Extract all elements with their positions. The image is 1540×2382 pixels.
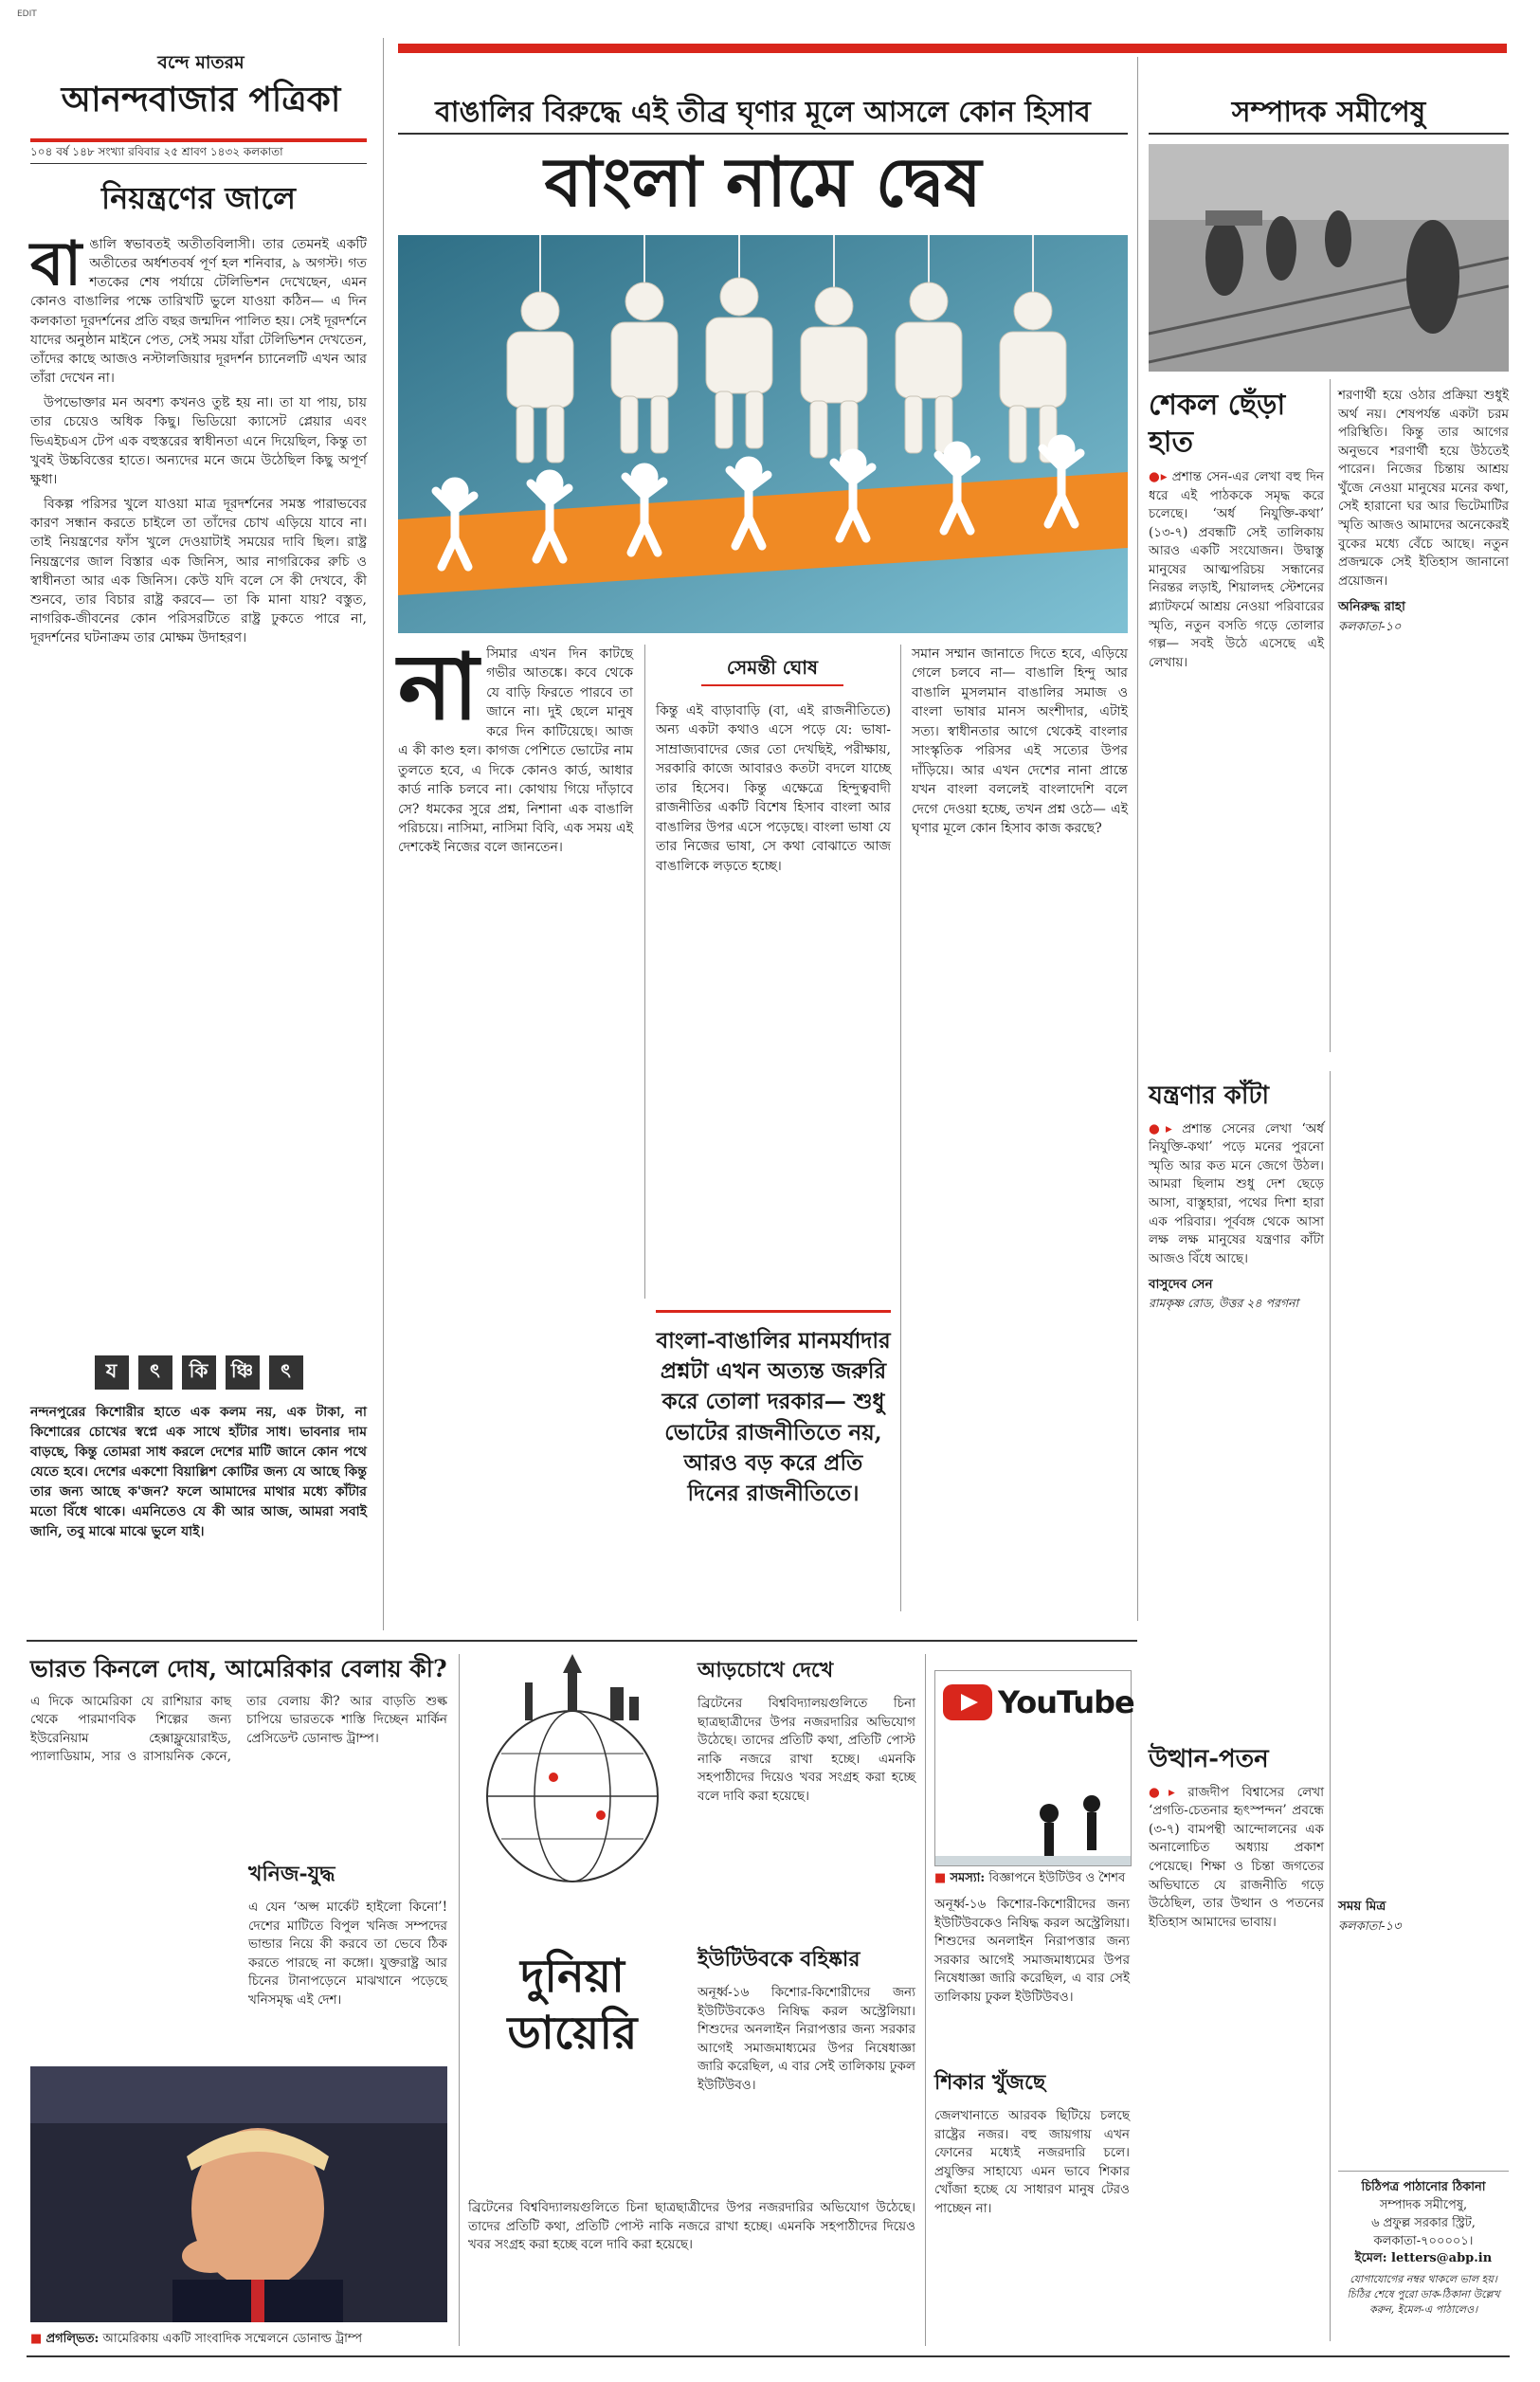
pullquote-rule	[656, 1310, 891, 1313]
jotkinchit-letter: ঞ্চি	[226, 1355, 260, 1390]
duniya-story-1-text: এ দিকে আমেরিকা যে রাশিয়ার কাছ থেকে পারমাণবিক শিল্পের জন্য ইউরেনিয়াম হেক্সাফ্লুয়োরাইড, প্যালাডিয়াম, সার ও রাসায়নিক কেনে, তার বেলায় কী? আর বাড়তি শুল্ক চাপিয়ে ভারতকে শাস্তি দিচ্ছেন মার্কিন প্রেসিডেন্ট ডোনাল্ড ট্রাম্প।	[30, 1693, 447, 1765]
page-bottom-rule	[27, 2355, 1510, 2357]
letter-1-text: প্রশান্ত সেন-এর লেখা বহু দিন ধরে এই পাঠককে সমৃদ্ধ করে চলেছে। ‘অর্ধ নিযুক্তি-কথা’ (১৩-৭) প্রবন্ধটি সেই তালিকায় আরও একটি সংযোজন। উদ্বাস্তু মানুষের আত্মপরিচয় সন্ধানের নিরন্তর লড়াই, শিয়ালদহ স্টেশনের প্ল্যাটফর্মে আশ্রয় নেওয়া পরিবারের স্মৃতি, নতুন বসতি গড়ে তোলার গল্প— সবই উঠে এসেছে এই লেখায়।	[1149, 469, 1324, 670]
paper-people-illustration	[398, 235, 1128, 633]
letter-2-signature: বাসুদেব সেন	[1149, 1277, 1213, 1293]
duniya-story-1-title: ভারত কিনলে দোষ, আমেরিকার বেলায় কী?	[30, 1655, 447, 1682]
letter-1	[1149, 387, 1324, 678]
youtube-caption-text: বিজ্ঞাপনে ইউটিউব ও শৈশব	[988, 1871, 1126, 1885]
refugee-photo	[1149, 144, 1509, 372]
masthead-motto: বন্দে মাতরম	[157, 52, 245, 73]
letter-2-text: প্রশান্ত সেনের লেখা ‘অর্ধ নিযুক্তি-কথা’ পড়ে মনের পুরনো স্মৃতি আর কত মনে জেগে উঠল। আমরা ছিলাম শুধু দেশ ছেড়ে আসা, বাস্তুহারা, পথের দিশা হারা এক পরিবার। পূর্ববঙ্গ থেকে আসা লক্ষ লক্ষ মানুষের যন্ত্রণার কাঁটা আজও বিঁধে আছে।	[1149, 1120, 1325, 1266]
youtube-logo-text: YouTube	[998, 1684, 1134, 1720]
jotkinchit-letter: য	[95, 1355, 129, 1390]
address-heading: চিঠিপত্র পাঠানোর ঠিকানা	[1361, 2180, 1486, 2194]
main-col-2	[656, 701, 891, 882]
letter-3	[1149, 1744, 1324, 1937]
duniya-story-4-text-cont: অনূর্ধ্ব-১৬ কিশোর-কিশোরীদের জন্য ইউটিউবকেও নিষিদ্ধ করল অস্ট্রেলিয়া। শিশুদের অনলাইন নিরাপত্তার জন্য সরকার আগেই সমাজমাধ্যমের উপর নিষেধাজ্ঞা জারি করেছিল, এ বার সেই তালিকায় ঢুকল ইউটিউবও।	[934, 1897, 1130, 2005]
editorial-dropcap: বা	[30, 228, 82, 300]
letters-title-rule	[1149, 133, 1509, 135]
main-kicker: বাঙালির বিরুদ্ধে এই তীব্র ঘৃণার মূলে আসলে কোন হিসাব	[435, 96, 1091, 129]
letter-1-signature: অনিরুদ্ধ রাহা	[1338, 599, 1405, 615]
page-tag: EDIT	[17, 9, 37, 19]
editorial-para-1: ঙালি স্বভাবতই অতীতবিলাসী। তার তেমনই একটি অতীতের অর্ধশতবর্ষ পূর্ণ হল শনিবার, ৯ অগস্ট। গত শতকের শেষ পর্যায়ে টেলিভিশন দেখেছেন, এমন কোনও বাঙালির পক্ষে তারিখটি ভুলে যাওয়া কঠিন— এ দিন কলকাতা দূরদর্শনের প্রতি বছর জন্মদিন পালিত হয়। সেই দূরদর্শনে যাদের অনুষ্ঠান মাইনে পেত, সেই সময় যাঁরা টেলিভিশন দেখতেন, তাঁদের কাছে আজও নস্টালজিয়ার দূরদর্শন চ্যানেলটি এখন আর তাঁরা দেখেন না।	[30, 237, 368, 387]
letters-title: সম্পাদক সমীপেষু	[1231, 96, 1426, 129]
jotkinchit-title	[30, 1355, 367, 1390]
letter-2-place: রামকৃষ্ণ রোড, উত্তর ২৪ পরগনা	[1149, 1296, 1299, 1311]
editorial-para-2: উপভোক্তার মন অবশ্য কখনও তুষ্ট হয় না। তা যা পায়, চায় তার চেয়েও অধিক কিছু। ভিডিয়ো ক্যাসেট প্লেয়ার এবং ভিএইচএস টেপ এক বহুস্তরের স্বাধীনতা এনে দিয়েছিল, কিন্তু তা খুবই উচ্চবিত্তের হাতে। অন্যদের মনে জমে উঠেছিল কিছু অপূর্ণ ক্ষুধা।	[30, 395, 367, 487]
jotkinchit-letter: কি	[182, 1355, 216, 1390]
letter-3-place: কলকাতা-১৩	[1338, 1919, 1402, 1934]
address-email[interactable]: ইমেল: letters@abp.in	[1354, 2251, 1493, 2266]
letters-address	[1338, 2171, 1509, 2318]
duniya-story-4	[698, 1943, 915, 2100]
pullquote-text: বাংলা-বাঙালির মানমর্যাদার প্রশ্নটা এখন অত্যন্ত জরুরি করে তোলা দরকার— শুধু ভোটের রাজনীতিতে নয়, আরও বড় করে প্রতি দিনের রাজনীতিতে।	[656, 1328, 891, 1506]
trump-caption-text: আমেরিকায় একটি সাংবাদিক সম্মেলনে ডোনাল্ড ট্রাম্প	[102, 2332, 363, 2346]
duniya-story-5-text: জেলখানাতে আরবক ছিটিয়ে চলছে রাষ্ট্রের নজর। বহু জায়গায় এখন ফোনের মধ্যেই নজরদারি চলে। প্রযুক্তির সাহায্যে এমন ভাবে শিকার খোঁজা হচ্ছে যে সাধারণ মানুষ টেরও পাচ্ছেন না।	[934, 2108, 1130, 2216]
section-rule	[27, 1640, 1137, 1642]
column-rule	[925, 1654, 926, 2346]
duniya-story-3	[698, 1654, 915, 1811]
main-col-3	[912, 645, 1128, 844]
main-col-1-text: সিমার এখন দিন কাটছে গভীর আতঙ্কে। কবে থেকে যে বাড়ি ফিরতে পারবে তা জানে না। দুই ছেলে মানুষ করে দিন কাটিয়েছে। আজ এ কী কাণ্ড হল। কাগজ পেশিতে ভোটের নাম তুলতে হবে, এ দিকে কোনও কার্ড, আধার কার্ড নাকি চলবে না। কোথায় গিয়ে দাঁড়াবে সে? ধমকের সুরে প্রশ্ন, নিশানা এক বাঙালি পরিচয়ে। নাসিমা, নাসিমা বিবি, এক সময় এই দেশকেই নিজের বলে জানতেন।	[398, 646, 633, 856]
column-rule	[459, 1654, 460, 2346]
address-line-2: ৬ প্রফুল্ল সরকার স্ট্রিট,	[1371, 2215, 1476, 2230]
duniya-banner-top: দুনিয়া	[520, 1950, 625, 2003]
pointer-icon: ●▸	[1149, 1120, 1183, 1136]
main-col-1	[398, 633, 633, 864]
duniya-story-5-title: শিকার খুঁজছে	[934, 2070, 1046, 2095]
jotkinchit-letter: ৎ	[269, 1355, 303, 1390]
duniya-banner-bottom: ডায়েরি	[507, 2007, 638, 2060]
masthead	[30, 49, 371, 120]
letter-3-text: রাজদীপ বিশ্বাসের লেখা ‘প্রগতি-চেতনার হৃৎস্পন্দন’ প্রবন্ধে (৩-৭) বামপন্থী আন্দোলনের এক অনালোচিত অধ্যায় প্রকাশ পেয়েছে। শিক্ষা ও চিন্তা জগতের অভিঘাতে যে রাজনীতি গড়ে উঠেছিল, তার উত্থান ও পতনের ইতিহাস আমাদের ভাবায়।	[1149, 1784, 1324, 1930]
caption-marker-icon: ■	[30, 2332, 43, 2346]
youtube-image	[934, 1670, 1132, 1866]
duniya-story-4-text: অনূর্ধ্ব-১৬ কিশোর-কিশোরীদের জন্য ইউটিউবকেও নিষিদ্ধ করল অস্ট্রেলিয়া। শিশুদের অনলাইন নিরাপত্তার জন্য সরকার আগেই সমাজমাধ্যমের উপর নিষেধাজ্ঞা জারি করেছিল, এ বার সেই তালিকায় ঢুকল ইউটিউবও।	[698, 1985, 915, 2093]
editorial	[30, 174, 367, 653]
duniya-story-2	[248, 1858, 447, 2015]
address-line-3: কলকাতা-৭০০০০১।	[1373, 2233, 1474, 2248]
pointer-icon: ●▸	[1149, 469, 1172, 484]
byline-rule	[701, 684, 843, 686]
editorial-title: নিয়ন্ত্রণের জালে	[101, 180, 296, 216]
column-rule	[383, 38, 384, 1630]
duniya-story-2-text: এ যেন ‘অপ্স মার্কেট হাইলো কিনো’! দেশের মাটিতে বিপুল খনিজ সম্পদের ভান্ডার নিয়ে কী করবে তা ভেবে ঠিক করতে পারছে না কঙ্গো। যুক্তরাষ্ট্র আর চিনের টানাপড়েনে মাঝখানে পড়েছে খনিসমৃদ্ধ এই দেশ।	[248, 1900, 447, 2008]
duniya-story-5	[934, 2066, 1130, 2224]
trump-photo	[30, 2066, 447, 2322]
byline: সেমন্তী ঘোষ	[726, 656, 819, 679]
duniya-story-2-title: খনিজ-যুদ্ধ	[248, 1862, 335, 1886]
main-illustration	[398, 235, 1128, 633]
masthead-name: আনন্দবাজার পত্রিকা	[61, 80, 341, 119]
letter-2-title: যন্ত্রণার কাঁটা	[1149, 1082, 1270, 1110]
editorial-para-3: বিকল্প পরিসর খুলে যাওয়া মাত্র দূরদর্শনের সমস্ত পারাভবের কারণ সন্ধান করতে চাইলে তা তাঁদের চোখ এড়িয়ে যাবে না। তাই নিয়ন্ত্রণের ফাঁস খুলে দেওয়াটাই সময়ের দাবি ছিল। রাষ্ট্র নিয়ন্ত্রণের জাল বিস্তার এক জিনিস, আর নাগরিকের রুচি ও স্বাধীনতা আর এক জিনিস। কেউ যদি বলে সে কী দেখবে, কী শুনবে, তার বিচার রাষ্ট্র করবে— তা কি মানা যায়? বস্তুত, নাগরিক-জীবনের কোন পরিসরটিতে রাষ্ট্র ঢুকতে পারে না, দূরদর্শনের ঘটনাক্রম তার মোক্ষম উদাহরণ।	[30, 497, 367, 646]
trump-caption	[30, 2330, 447, 2350]
address-note: যোগাযোগের নম্বর থাকলে ভাল হয়। চিঠির শেষে পুরো ডাক-ঠিকানা উল্লেখ করুন, ইমেল-এ পাঠালেও।	[1347, 2273, 1500, 2317]
issue-line: ১০৪ বর্ষ ১৪৮ সংখ্যা রবিবার ২৫ শ্রাবণ ১৪৩২ কলকাতা	[30, 145, 283, 158]
duniya-banner	[468, 1654, 677, 2185]
duniya-story-3-title: আড়চোখে দেখে	[698, 1658, 834, 1682]
jotkinchit-text: নন্দনপুরের কিশোরীর হাতে এক কলম নয়, এক টাকা, না কিশোরের চোখের স্বপ্নে এক সাথে হাঁটার সাধ। ভাবনার দাম বাড়ছে, কিন্তু তোমরা সাধ করলে দেশের মাটি জানে কোন পথে যেতে হবে। দেশের একশো বিয়াল্লিশ কোটির জন্য যে আছে কিন্তু তার জন্য আছে ক'জন? ফলে আমাদের মাথার মধ্যে কাঁটার মতো বিঁধে থাকে। এমনিতেও যে কী আর আজ, আমরা সবাই জানি, তবু মাঝে মাঝে ভুলে যাই।	[30, 1405, 367, 1539]
column-rule	[1330, 1071, 1331, 2341]
pointer-icon: ●▸	[1149, 1784, 1188, 1800]
masthead-rule	[30, 138, 367, 142]
globe-illustration	[468, 1654, 677, 1938]
letter-3-signature: সময় মিত্র	[1338, 1899, 1386, 1914]
letters-right-col	[1338, 387, 1509, 638]
duniya-story-4-title: ইউটিউবকে বহিষ্কার	[698, 1947, 861, 1972]
jotkinchit	[30, 1355, 367, 1548]
issue-rule	[30, 163, 367, 164]
duniya-story-1	[30, 1654, 447, 1773]
trump-caption-label: প্রগল্ভিত:	[45, 2332, 100, 2346]
main-dropcap: না	[398, 633, 480, 740]
main-col-3-text: সমান সম্মান জানাতে দিতে হবে, এড়িয়ে গেলে চলবে না— বাঙালি হিন্দু আর বাঙালি মুসলমান বাঙালির সমাজ ও বাংলা ভাষার মানস অংশীদার, এটাই সত্য। স্বাধীনতার আগে থেকেই বাংলার সাংস্কৃতিক পরিসর এই সত্যের উপর দাঁড়িয়ে। আর এখন দেশের নানা প্রান্তে যখন বাংলা বললেই বাংলাদেশি বলে দেগে দেওয়া হচ্ছে, তখন প্রশ্ন ওঠে— এই ঘৃণার মূলে কোন হিসাব কাজ করছে?	[912, 646, 1128, 836]
letter-3-title: উত্থান-পতন	[1149, 1745, 1269, 1773]
column-rule	[1137, 57, 1138, 1621]
letter-3-signoff	[1338, 1081, 1509, 1937]
column-rule	[900, 645, 901, 1611]
duniya-story-4-cont	[934, 1896, 1130, 2012]
kicker-rule	[398, 133, 1128, 135]
main-headline: বাংলা নামে দ্বেষ	[544, 141, 982, 222]
letter-1-title: শেকল ছেঁড়া হাত	[1149, 389, 1286, 459]
duniya-lower-left	[468, 2199, 915, 2261]
youtube-caption	[934, 1869, 1130, 1889]
jotkinchit-letter: ৎ	[138, 1355, 172, 1390]
trump-photo-graphic	[30, 2066, 447, 2322]
youtube-caption-label: সমস্যা:	[950, 1871, 986, 1885]
address-line-1: সম্পাদক সমীপেষু,	[1379, 2197, 1468, 2212]
pullquote	[656, 1310, 891, 1509]
letters-right-text: শরণার্থী হয়ে ওঠার প্রক্রিয়া শুধুই অর্থ নয়। শেষপর্যন্ত একটা চরম পরিস্থিতি। কিন্তু তার আগের অনুভবে শরণার্থী হয়ে উঠতেই পারেন। নিজের চিন্তায় আশ্রয় খুঁজে নেওয়া মানুষের মনের কথা, সেই হারানো ঘর আর ভিটেমাটির স্মৃতি আজও আমাদের অনেকেরই বুকের মধ্যে বেঁচে আছে। নতুন প্রজন্মকে সেই ইতিহাস জানানো প্রয়োজন।	[1338, 388, 1509, 589]
main-col-2-text: কিন্তু এই বাড়াবাড়ি (বা, এই রাজনীতিতে) অন্য একটা কথাও এসে পড়ে যে: ভাষা-সাম্রাজ্যবাদের জের তো দেখছিই, পরীক্ষায়, সরকারি কাজে আবারও কতটা বদলে যাচ্ছে তার হিসেব। কিন্তু এক্ষেত্রে হিন্দুত্ববাদী রাজনীতির একটি বিশেষ হিসাব বাংলা আর বাঙালির উপর এসে পড়েছে। বাংলা ভাষা যে তার নিজের ভাষা, সে কথা বোঝাতে আজ বাঙালিকে লড়তে হচ্ছে।	[656, 703, 891, 874]
column-rule	[644, 645, 645, 1299]
column-rule	[1330, 379, 1331, 1052]
caption-marker-icon: ■	[934, 1871, 947, 1885]
letter-2	[1149, 1081, 1324, 1315]
duniya-story-3-text: ব্রিটেনের বিশ্ববিদ্যালয়গুলিতে চিনা ছাত্রছাত্রীদের উপর নজরদারির অভিযোগ উঠেছে। তাদের প্রতিটি কথা, প্রতিটি পোস্ট নাকি নজরে রাখা হচ্ছে। এমনকি সহপাঠীদের দিয়েও খবর সংগ্রহ করা হচ্ছে বলে দাবি করা হয়েছে।	[698, 1696, 915, 1804]
top-red-bar	[398, 44, 1507, 53]
letter-1-place: কলকাতা-১০	[1338, 620, 1402, 635]
refugee-photo-graphic	[1149, 144, 1509, 372]
duniya-story-3-text-cont: ব্রিটেনের বিশ্ববিদ্যালয়গুলিতে চিনা ছাত্রছাত্রীদের উপর নজরদারির অভিযোগ উঠেছে। তাদের প্রতিটি কথা, প্রতিটি পোস্ট নাকি নজরে রাখা হচ্ছে। এমনকি সহপাঠীদের দিয়েও খবর সংগ্রহ করা হচ্ছে বলে দাবি করা হয়েছে।	[468, 2200, 915, 2253]
